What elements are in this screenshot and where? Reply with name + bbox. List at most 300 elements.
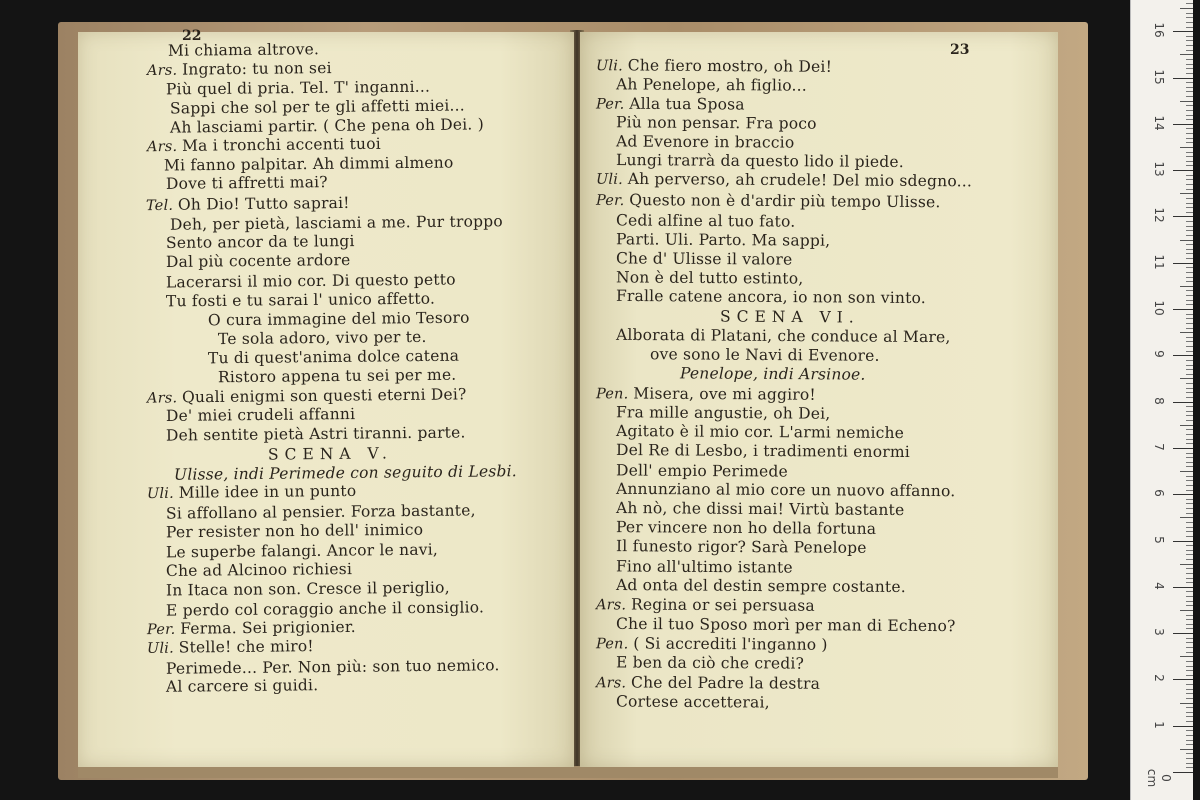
ruler-tick — [1186, 392, 1193, 393]
text-line — [616, 287, 926, 308]
speaker-label: Pen. — [595, 636, 634, 653]
ruler-tick — [1186, 712, 1193, 713]
ruler-tick — [1186, 119, 1193, 120]
ruler-tick — [1186, 536, 1193, 537]
ruler-tick — [1186, 142, 1193, 143]
ruler-tick — [1186, 13, 1193, 14]
text-line — [616, 132, 795, 152]
line-text: Che ad Alcinoo richiesi — [165, 560, 353, 580]
line-text: Per resister non ho dell' inimico — [165, 520, 424, 542]
ruler-tick — [1186, 175, 1193, 176]
text-line — [616, 499, 904, 520]
ruler-tick — [1186, 582, 1193, 583]
line-text: Più non pensar. Fra poco — [615, 113, 817, 133]
ruler-label: 5 — [1152, 535, 1166, 544]
ruler-tick — [1173, 541, 1193, 542]
ruler-label: 13 — [1152, 161, 1166, 177]
text-line — [650, 345, 880, 366]
text-line — [616, 151, 904, 172]
line-text: Del Re di Lesbo, i tradimenti enormi — [615, 440, 911, 462]
ruler-tick — [1173, 726, 1193, 727]
line-text: Annunziano al mio core un nuovo affanno. — [615, 479, 956, 501]
ruler-tick — [1186, 221, 1193, 222]
ruler-tick — [1186, 3, 1193, 4]
text-line — [218, 366, 457, 387]
ruler-tick — [1173, 494, 1193, 495]
ruler-tick — [1180, 147, 1193, 148]
ruler-tick — [1186, 36, 1193, 37]
ruler-tick — [1186, 45, 1193, 46]
ruler-tick — [1186, 50, 1193, 51]
line-text: Alborata di Platani, che conduce al Mare, — [615, 325, 951, 347]
ruler-tick — [1186, 59, 1193, 60]
line-text: Che d' Ulisse il valore — [615, 249, 793, 269]
ruler-tick — [1186, 165, 1193, 166]
ruler-tick — [1186, 652, 1193, 653]
ruler-tick — [1173, 679, 1193, 680]
ruler-tick — [1180, 193, 1193, 194]
ruler-label: 16 — [1152, 22, 1166, 38]
text-line — [616, 557, 793, 577]
line-text: Mille idee in un punto — [178, 481, 357, 502]
line-text: E ben da ciò che credi? — [615, 653, 805, 673]
left-page — [78, 28, 574, 767]
line-text: Ah perverso, ah crudele! Del mio sdegno... — [627, 169, 973, 191]
text-line — [164, 153, 454, 175]
text-line — [616, 615, 956, 636]
ruler-tick — [1173, 170, 1193, 171]
ruler-tick — [1186, 642, 1193, 643]
line-text: Al carcere si guidi. — [165, 676, 319, 696]
ruler-tick — [1186, 397, 1193, 398]
ruler-tick — [1173, 124, 1193, 125]
ruler-tick — [1186, 64, 1193, 65]
text-line — [616, 422, 904, 443]
ruler-tick — [1186, 767, 1193, 768]
ruler-tick — [1186, 693, 1193, 694]
ruler-tick — [1186, 689, 1193, 690]
ruler-tick — [1186, 267, 1193, 268]
ruler-tick — [1186, 601, 1193, 602]
ruler-tick — [1186, 457, 1193, 458]
line-text: Questo non è d'ardir più tempo Ulisse. — [629, 191, 941, 212]
text-line — [616, 75, 807, 95]
line-text: Ad Evenore in braccio — [615, 132, 795, 152]
ruler-tick — [1180, 425, 1193, 426]
speaker-label: Uli. — [595, 171, 628, 188]
text-line — [166, 656, 500, 678]
ruler-tick — [1186, 226, 1193, 227]
line-text: ( Si accrediti l'inganno ) — [633, 634, 828, 654]
page-number-right: 23 — [950, 42, 970, 58]
speaker-label: Ars. — [595, 597, 632, 614]
text-line — [680, 364, 866, 384]
ruler-tick — [1186, 596, 1193, 597]
line-text: Ah lasciami partir. ( Che pena oh Dei. ) — [169, 115, 484, 137]
ruler-tick — [1186, 198, 1193, 199]
ruler-tick — [1186, 346, 1193, 347]
line-text: Stelle! che miro! — [178, 637, 314, 657]
ruler-tick — [1186, 314, 1193, 315]
ruler-label: 10 — [1152, 300, 1166, 316]
text-line — [147, 482, 357, 504]
ruler-tick — [1186, 318, 1193, 319]
ruler-label: 2 — [1152, 674, 1166, 683]
line-text: Tu fosti e tu sarai l' unico affetto. — [165, 289, 436, 311]
line-text: De' miei crudeli affanni — [165, 405, 356, 425]
ruler-tick — [1173, 216, 1193, 217]
ruler-tick — [1186, 721, 1193, 722]
ruler-tick — [1186, 573, 1193, 574]
line-text: Che del Padre la destra — [631, 673, 821, 693]
speaker-label: Pen. — [595, 386, 634, 403]
text-line — [616, 326, 951, 347]
line-text: ove sono le Navi di Evenore. — [649, 345, 880, 365]
line-text: Fra mille angustie, oh Dei, — [615, 403, 831, 423]
ruler-tick — [1186, 369, 1193, 370]
text-line — [720, 308, 860, 328]
ruler-tick — [1186, 462, 1193, 463]
ruler-tick — [1186, 203, 1193, 204]
text-line — [166, 501, 476, 523]
ruler-tick — [1180, 240, 1193, 241]
ruler-tick — [1173, 31, 1193, 32]
ruler-tick — [1186, 365, 1193, 366]
speaker-label: Uli. — [146, 640, 179, 657]
line-text: Ah Penelope, ah figlio... — [615, 75, 808, 95]
ruler-tick — [1186, 744, 1193, 745]
ruler-tick — [1186, 466, 1193, 467]
line-text: Tu di quest'anima dolce catena — [207, 346, 460, 368]
ruler-tick — [1186, 763, 1193, 764]
ruler-tick — [1186, 730, 1193, 731]
ruler-tick — [1186, 420, 1193, 421]
ruler-label: 4 — [1152, 581, 1166, 590]
ruler-tick — [1186, 578, 1193, 579]
ruler-label: 7 — [1152, 443, 1166, 451]
ruler-tick — [1173, 263, 1193, 264]
speaker-label: Ars. — [595, 675, 632, 692]
line-text: Ma i tronchi accenti tuoi — [181, 134, 381, 155]
ruler-tick — [1186, 480, 1193, 481]
text-line — [596, 170, 972, 193]
ruler-tick — [1173, 355, 1193, 356]
text-line — [166, 579, 450, 601]
ruler-tick — [1180, 564, 1193, 565]
ruler-tick — [1186, 105, 1193, 106]
line-text: Fralle catene ancora, io non son vinto. — [615, 286, 926, 308]
ruler-tick — [1186, 716, 1193, 717]
ruler-label: 15 — [1152, 68, 1166, 85]
line-text: Regina or sei persuasa — [631, 595, 815, 615]
ruler-tick — [1186, 258, 1193, 259]
measurement-ruler — [1130, 0, 1193, 800]
speaker-label: Uli. — [146, 485, 179, 503]
ruler-tick — [1186, 545, 1193, 546]
ruler-tick — [1186, 272, 1193, 273]
text-line — [166, 676, 318, 697]
text-line — [166, 232, 355, 253]
text-line — [166, 521, 423, 543]
ruler-tick — [1186, 161, 1193, 162]
ruler-tick — [1186, 411, 1193, 412]
ruler-tick — [1173, 78, 1193, 79]
line-text: Perimede... Per. Non più: son tuo nemico. — [165, 656, 500, 678]
ruler-tick — [1186, 753, 1193, 754]
line-text: Ingrato: tu non sei — [181, 59, 332, 79]
line-text: SCENA VI. — [719, 307, 860, 327]
ruler-tick — [1186, 388, 1193, 389]
text-line — [218, 328, 427, 349]
ruler-tick — [1186, 91, 1193, 92]
ruler-tick — [1186, 207, 1193, 208]
line-text: Misera, ove mi aggiro! — [633, 384, 816, 404]
ruler-tick — [1186, 684, 1193, 685]
ruler-label: 0 cm — [1145, 768, 1173, 788]
ruler-tick — [1186, 675, 1193, 676]
ruler-tick — [1180, 703, 1193, 704]
ruler-tick — [1173, 309, 1193, 310]
line-text: Fino all'ultimo istante — [615, 557, 793, 577]
ruler-tick — [1186, 758, 1193, 759]
text-line — [616, 211, 796, 231]
ruler-tick — [1186, 295, 1193, 296]
ruler-tick — [1186, 156, 1193, 157]
text-line — [268, 444, 393, 464]
line-text: Dell' empio Perimede — [615, 461, 789, 481]
text-line — [616, 403, 831, 423]
book-bottom-edge — [78, 766, 1058, 778]
ruler-tick — [1186, 115, 1193, 116]
text-line — [146, 194, 350, 216]
ruler-tick — [1173, 587, 1193, 588]
ruler-tick — [1186, 82, 1193, 83]
ruler-tick — [1186, 615, 1193, 616]
ruler-tick — [1186, 406, 1193, 407]
ruler-tick — [1186, 290, 1193, 291]
line-text: Lungi trarrà da questo lido il piede. — [615, 150, 905, 172]
ruler-tick — [1186, 628, 1193, 629]
ruler-tick — [1186, 485, 1193, 486]
line-text: Mi chiama altrove. — [167, 40, 320, 60]
line-text: Quali enigmi son questi eterni Dei? — [181, 385, 467, 407]
text-line — [166, 405, 355, 426]
line-text: Le superbe falangi. Ancor le navi, — [165, 540, 439, 562]
ruler-tick — [1186, 503, 1193, 504]
ruler-tick — [1186, 439, 1193, 440]
text-line — [616, 653, 804, 673]
text-line — [166, 251, 351, 272]
ruler-tick — [1173, 402, 1193, 403]
ruler-tick — [1180, 101, 1193, 102]
ruler-tick — [1173, 448, 1193, 449]
ruler-label: 8 — [1152, 396, 1166, 405]
text-line — [616, 576, 906, 597]
line-text: Deh, per pietà, lasciami a me. Pur troppo — [169, 212, 503, 234]
text-line — [170, 115, 484, 137]
ruler-tick — [1186, 17, 1193, 18]
ruler-tick — [1186, 374, 1193, 375]
right-page — [580, 32, 1058, 767]
ruler-tick — [1186, 554, 1193, 555]
text-line — [147, 637, 314, 659]
text-line — [616, 480, 956, 501]
ruler-tick — [1180, 54, 1193, 55]
ruler-tick — [1186, 300, 1193, 301]
ruler-tick — [1186, 253, 1193, 254]
line-text: Non è del tutto estinto, — [615, 268, 804, 288]
text-line — [166, 290, 435, 312]
line-text: Ristoro appena tu sei per me. — [217, 365, 457, 387]
ruler-tick — [1186, 244, 1193, 245]
ruler-tick — [1186, 383, 1193, 384]
text-line — [596, 673, 820, 695]
line-text: Lacerarsi il mio cor. Di questo petto — [165, 270, 456, 292]
line-text: Per vincere non ho della fortuna — [615, 518, 877, 538]
ruler-tick — [1186, 638, 1193, 639]
text-line — [616, 249, 792, 269]
line-text: Sappi che sol per te gli affetti miei... — [169, 96, 465, 118]
line-text: In Itaca non son. Cresce il periglio, — [165, 578, 450, 600]
ruler-tick — [1186, 735, 1193, 736]
line-text: Più quel di pria. Tel. T' inganni... — [165, 77, 431, 99]
text-line — [166, 78, 430, 100]
page-number-left: 22 — [182, 28, 202, 44]
ruler-tick — [1180, 471, 1193, 472]
ruler-tick — [1186, 605, 1193, 606]
text-line — [596, 595, 815, 617]
ruler-tick — [1180, 517, 1193, 518]
ruler-tick — [1186, 351, 1193, 352]
line-text: Il funesto rigor? Sarà Penelope — [615, 537, 867, 557]
ruler-tick — [1173, 633, 1193, 634]
ruler-tick — [1186, 323, 1193, 324]
ruler-tick — [1186, 68, 1193, 69]
line-text: Mi fanno palpitar. Ah dimmi almeno — [163, 153, 454, 175]
ruler-tick — [1186, 619, 1193, 620]
line-text: Dove ti affretti mai? — [165, 173, 328, 193]
ruler-tick — [1180, 378, 1193, 379]
ruler-tick — [1180, 286, 1193, 287]
line-text: E perdo col coraggio anche il consiglio. — [165, 598, 485, 620]
text-line — [616, 461, 788, 481]
text-line — [616, 441, 910, 462]
text-line — [147, 618, 356, 640]
ruler-tick — [1186, 179, 1193, 180]
ruler-tick — [1186, 27, 1193, 28]
ruler-tick — [1186, 249, 1193, 250]
text-line — [616, 230, 830, 250]
text-line — [166, 173, 328, 194]
ruler-tick — [1186, 96, 1193, 97]
ruler-tick — [1186, 138, 1193, 139]
ruler-tick — [1186, 230, 1193, 231]
speaker-label: Ars. — [146, 62, 183, 79]
ruler-tick — [1186, 670, 1193, 671]
ruler-tick — [1186, 415, 1193, 416]
ruler-label: 11 — [1152, 254, 1166, 270]
text-line — [166, 423, 466, 445]
line-text: Alla tua Sposa — [629, 94, 745, 114]
ruler-tick — [1186, 328, 1193, 329]
text-line — [616, 268, 804, 288]
line-text: Ah nò, che dissi mai! Virtù bastante — [615, 498, 905, 520]
ruler-tick — [1186, 73, 1193, 74]
ruler-label: 14 — [1152, 115, 1166, 131]
ruler-tick — [1186, 110, 1193, 111]
ruler-label: 12 — [1152, 207, 1166, 224]
ruler-label: 6 — [1152, 489, 1166, 497]
line-text: Ferma. Sei prigionier. — [180, 617, 356, 638]
text-line — [168, 40, 319, 61]
text-line — [616, 518, 876, 539]
line-text: Agitato è il mio cor. L'armi nemiche — [615, 421, 905, 443]
line-text: Si affollano al pensier. Forza bastante, — [165, 501, 476, 523]
ruler-tick — [1186, 277, 1193, 278]
ruler-tick — [1186, 531, 1193, 532]
ruler-tick — [1186, 591, 1193, 592]
text-line — [616, 692, 770, 712]
ruler-tick — [1186, 740, 1193, 741]
speaker-label: Per. — [595, 192, 630, 210]
text-line — [596, 191, 941, 213]
ruler-tick — [1186, 443, 1193, 444]
text-line — [616, 537, 867, 558]
ruler-tick — [1186, 476, 1193, 477]
ruler-tick — [1173, 772, 1193, 773]
ruler-tick — [1180, 656, 1193, 657]
line-text: Cortese accetterai, — [615, 692, 770, 712]
ruler-tick — [1186, 40, 1193, 41]
text-line — [208, 309, 470, 331]
ruler-tick — [1186, 189, 1193, 190]
ruler-tick — [1186, 522, 1193, 523]
ruler-tick — [1186, 559, 1193, 560]
ruler-tick — [1186, 698, 1193, 699]
ruler-tick — [1186, 707, 1193, 708]
ruler-tick — [1186, 360, 1193, 361]
ruler-tick — [1186, 661, 1193, 662]
ruler-label: 3 — [1152, 628, 1166, 636]
line-text: Sento ancor da te lungi — [165, 232, 355, 252]
ruler-tick — [1186, 527, 1193, 528]
ruler-tick — [1186, 568, 1193, 569]
ruler-tick — [1180, 749, 1193, 750]
line-text: Che il tuo Sposo morì per man di Echeno? — [615, 614, 956, 636]
ruler-tick — [1186, 341, 1193, 342]
ruler-tick — [1186, 647, 1193, 648]
ruler-tick — [1186, 513, 1193, 514]
ruler-tick — [1186, 304, 1193, 305]
ruler-tick — [1186, 128, 1193, 129]
line-text: Te sola adoro, vivo per te. — [217, 327, 427, 349]
speaker-label: Tel. — [145, 197, 179, 215]
ruler-tick — [1186, 624, 1193, 625]
line-text: O cura immagine del mio Tesoro — [207, 308, 470, 330]
ruler-tick — [1180, 610, 1193, 611]
line-text: Dal più cocente ardore — [165, 251, 351, 271]
ruler-tick — [1186, 499, 1193, 500]
ruler-tick — [1186, 212, 1193, 213]
speaker-label: Per. — [146, 621, 181, 639]
ruler-tick — [1186, 133, 1193, 134]
ruler-tick — [1186, 87, 1193, 88]
ruler-tick — [1186, 508, 1193, 509]
ruler-tick — [1186, 281, 1193, 282]
line-text: Ad onta del destin sempre costante. — [615, 575, 906, 597]
ruler-tick — [1186, 434, 1193, 435]
ruler-tick — [1186, 490, 1193, 491]
